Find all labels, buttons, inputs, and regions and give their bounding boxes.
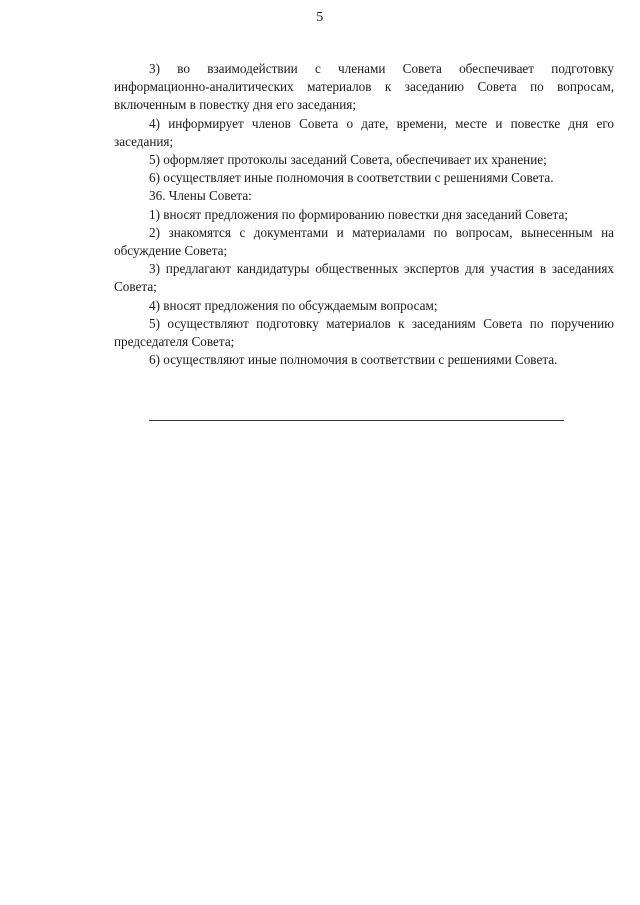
paragraph-secretary-item-4: 4) информирует членов Совета о дате, времени, месте и повестке дня его заседания; bbox=[114, 115, 614, 149]
paragraph-members-item-3: 3) предлагают кандидатуры общественных экспертов для участия в заседаниях Совета; bbox=[114, 261, 614, 295]
paragraph-members-item-5: 5) осуществляют подготовку материалов к заседаниям Совета по поручению председателя Совета; bbox=[114, 315, 614, 350]
paragraph-secretary-item-5: 5) оформляет протоколы заседаний Совета, обеспечивает их хранение; bbox=[149, 152, 547, 168]
paragraph-secretary-item-6: 6) осуществляет иные полномочия в соответствии с решениями Совета. bbox=[149, 170, 554, 186]
page-number: 5 bbox=[316, 10, 324, 25]
paragraph-section-36-heading: 36. Члены Совета: bbox=[149, 188, 252, 204]
end-separator-line bbox=[149, 420, 564, 421]
paragraph-members-item-6: 6) осуществляют иные полномочия в соответствии с решениями Совета. bbox=[149, 352, 558, 368]
paragraph-members-item-1: 1) вносят предложения по формированию повестки дня заседаний Совета; bbox=[149, 206, 568, 222]
paragraph-members-item-4: 4) вносят предложения по обсуждаемым вопросам; bbox=[149, 297, 438, 313]
paragraph-members-item-2: 2) знакомятся с документами и материалами по вопросам, вынесенным на обсуждение Совета; bbox=[114, 224, 614, 259]
paragraph-secretary-item-3: 3) во взаимодействии с членами Совета обеспечивает подготовку информационно-аналитических материалов к заседанию Совета по вопросам, включенным в повестку дня его заседания; bbox=[114, 61, 614, 113]
document-body bbox=[114, 60, 614, 369]
